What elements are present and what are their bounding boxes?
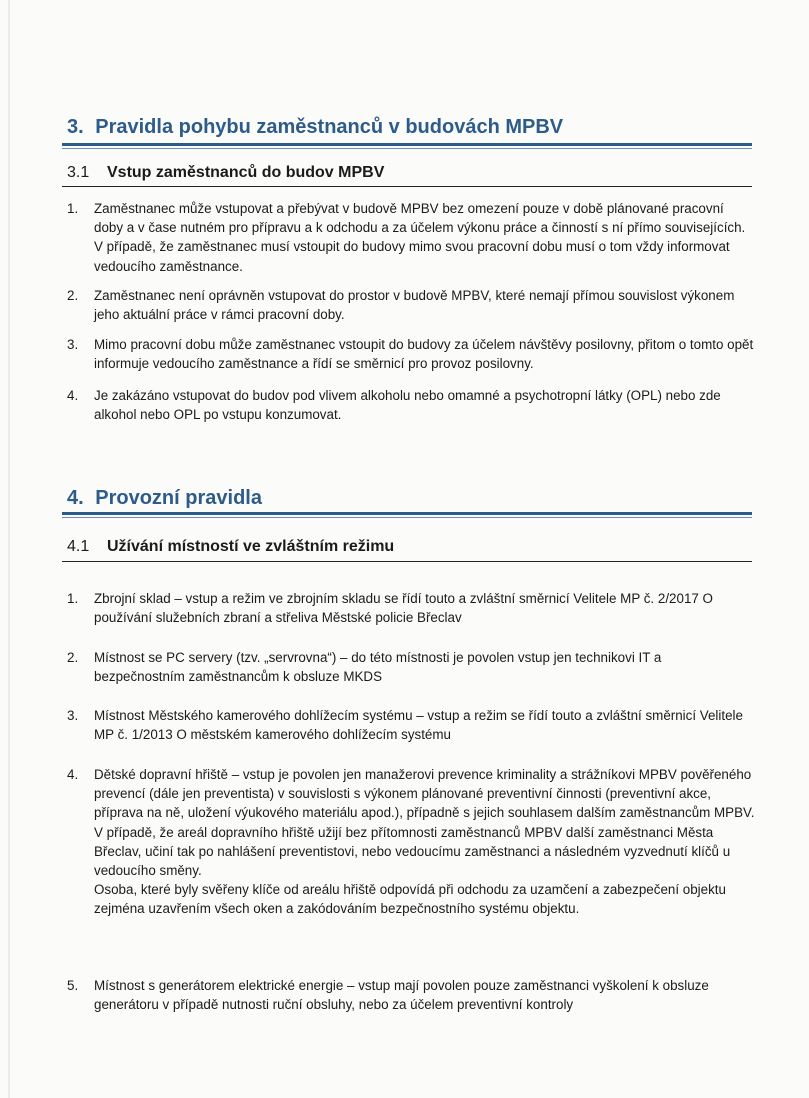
item-number: 3.: [67, 708, 79, 723]
section-title: Pravidla pohybu zaměstnanců v budovách MPBV: [95, 116, 564, 138]
heading-rule-thin: [62, 148, 752, 149]
item-text: Místnost s generátorem elektrické energie – vstup mají povolen pouze zaměstnanci vyškolení k obsluze generátoru v případě nutnosti ruční obsluhy, nebo za účelem preventivní kontroly: [94, 978, 709, 1013]
subsection-number: 4.1: [67, 538, 90, 555]
section-number: 4.: [67, 487, 84, 509]
list-item: [67, 386, 755, 424]
item-text: Zaměstnanec může vstupovat a přebývat v budově MPBV bez omezení pouze v době plánované pracovní doby a v čase nutném pro přípravu a k odchodu a za účelem výkonu práce a činností s ní přímo souvisejících. V případě, že zaměstnanec musí vstoupit do budovy mimo svou pracovní dobu musí o tom vždy informovat vedoucího zaměstnance.: [94, 201, 746, 274]
item-number: 5.: [67, 978, 79, 993]
item-text: Je zakázáno vstupovat do budov pod vlivem alkoholu nebo omamné a psychotropní látky (OPL) nebo zde alkohol nebo OPL po vstupu konzumovat.: [94, 388, 721, 423]
subsection-number: 3.1: [67, 164, 90, 181]
item-number: 2.: [67, 288, 79, 303]
section-title: Provozní pravidla: [95, 487, 262, 509]
section-3-heading: [67, 116, 745, 139]
item-paragraph: V případě, že areál dopravního hřiště užijí bez přítomnosti zaměstnanců MPBV další zaměstnanci Města Břeclav, učiní tak po nahlášení preventistovi, nebo vedoucímu zaměstnanci a následném vyzvednutí klíčů u vedoucího směny.: [94, 824, 731, 879]
subsection-rule: [62, 186, 752, 187]
item-paragraph: Dětské dopravní hřiště – vstup je povolen jen manažerovi prevence kriminality a strážníkovi MPBV pověřeného prevencí (dále jen preventista) v souvislosti s výkonem plánované preventivní činnosti (preventivní akce, příprava na ně, uložení výukového materiálu apod.), případně s jejich souhlasem dalším zaměstnancům MPBV.: [94, 767, 755, 821]
section-4-heading: [67, 487, 745, 510]
list-item: [67, 765, 755, 919]
item-number: 1.: [67, 201, 79, 216]
list-item: [67, 976, 755, 1014]
subsection-3-1-heading: [67, 164, 747, 182]
list-item: [67, 589, 755, 627]
item-body: [94, 765, 755, 919]
subsection-rule: [62, 561, 752, 562]
item-text: Místnost se PC servery (tzv. „servrovna“) – do této místnosti je povolen vstup jen technikovi IT a bezpečnostním zaměstnancům k obsluze MKDS: [94, 650, 662, 685]
item-number: 4.: [67, 767, 79, 782]
item-text: Zbrojní sklad – vstup a režim ve zbrojním skladu se řídí touto a zvláštní směrnicí Velitele MP č. 2/2017 O používání služebních zbraní a střeliva Městské policie Břeclav: [94, 591, 713, 626]
item-text: Zaměstnanec není oprávněn vstupovat do prostor v budově MPBV, které nemají přímou souvislost výkonem jeho aktuální práce v rámci pracovní doby.: [94, 288, 735, 323]
scan-edge: [8, 0, 10, 1098]
list-item: [67, 335, 755, 373]
item-number: 1.: [67, 591, 79, 606]
item-paragraph: Osoba, které byly svěřeny klíče od areálu hřiště odpovídá při odchodu za uzamčení a zabezpečení objektu zejména uzavřením všech oken a zakódováním bezpečnostního systému objektu.: [94, 882, 726, 917]
item-number: 3.: [67, 337, 79, 352]
item-number: 4.: [67, 388, 79, 403]
list-item: [67, 286, 755, 324]
list-item: [67, 199, 755, 276]
list-item: [67, 706, 755, 744]
heading-rule-thin: [62, 517, 752, 518]
subsection-title: Užívání místností ve zvláštním režimu: [107, 538, 395, 555]
section-number: 3.: [67, 116, 84, 138]
subsection-4-1-heading: [67, 538, 747, 556]
item-number: 2.: [67, 650, 79, 665]
item-text: Místnost Městského kamerového dohlížecím systému – vstup a režim se řídí touto a zvláštní směrnicí Velitele MP č. 1/2013 O městském kamerového dohlížecím systému: [94, 708, 743, 743]
heading-rule: [62, 143, 752, 146]
list-item: [67, 648, 755, 686]
heading-rule: [62, 512, 752, 515]
item-text: Mimo pracovní dobu může zaměstnanec vstoupit do budovy za účelem návštěvy posilovny, přitom o tomto opět informuje vedoucího zaměstnance a řídí se směrnicí pro provoz posilovny.: [94, 337, 754, 372]
subsection-title: Vstup zaměstnanců do budov MPBV: [107, 164, 385, 181]
